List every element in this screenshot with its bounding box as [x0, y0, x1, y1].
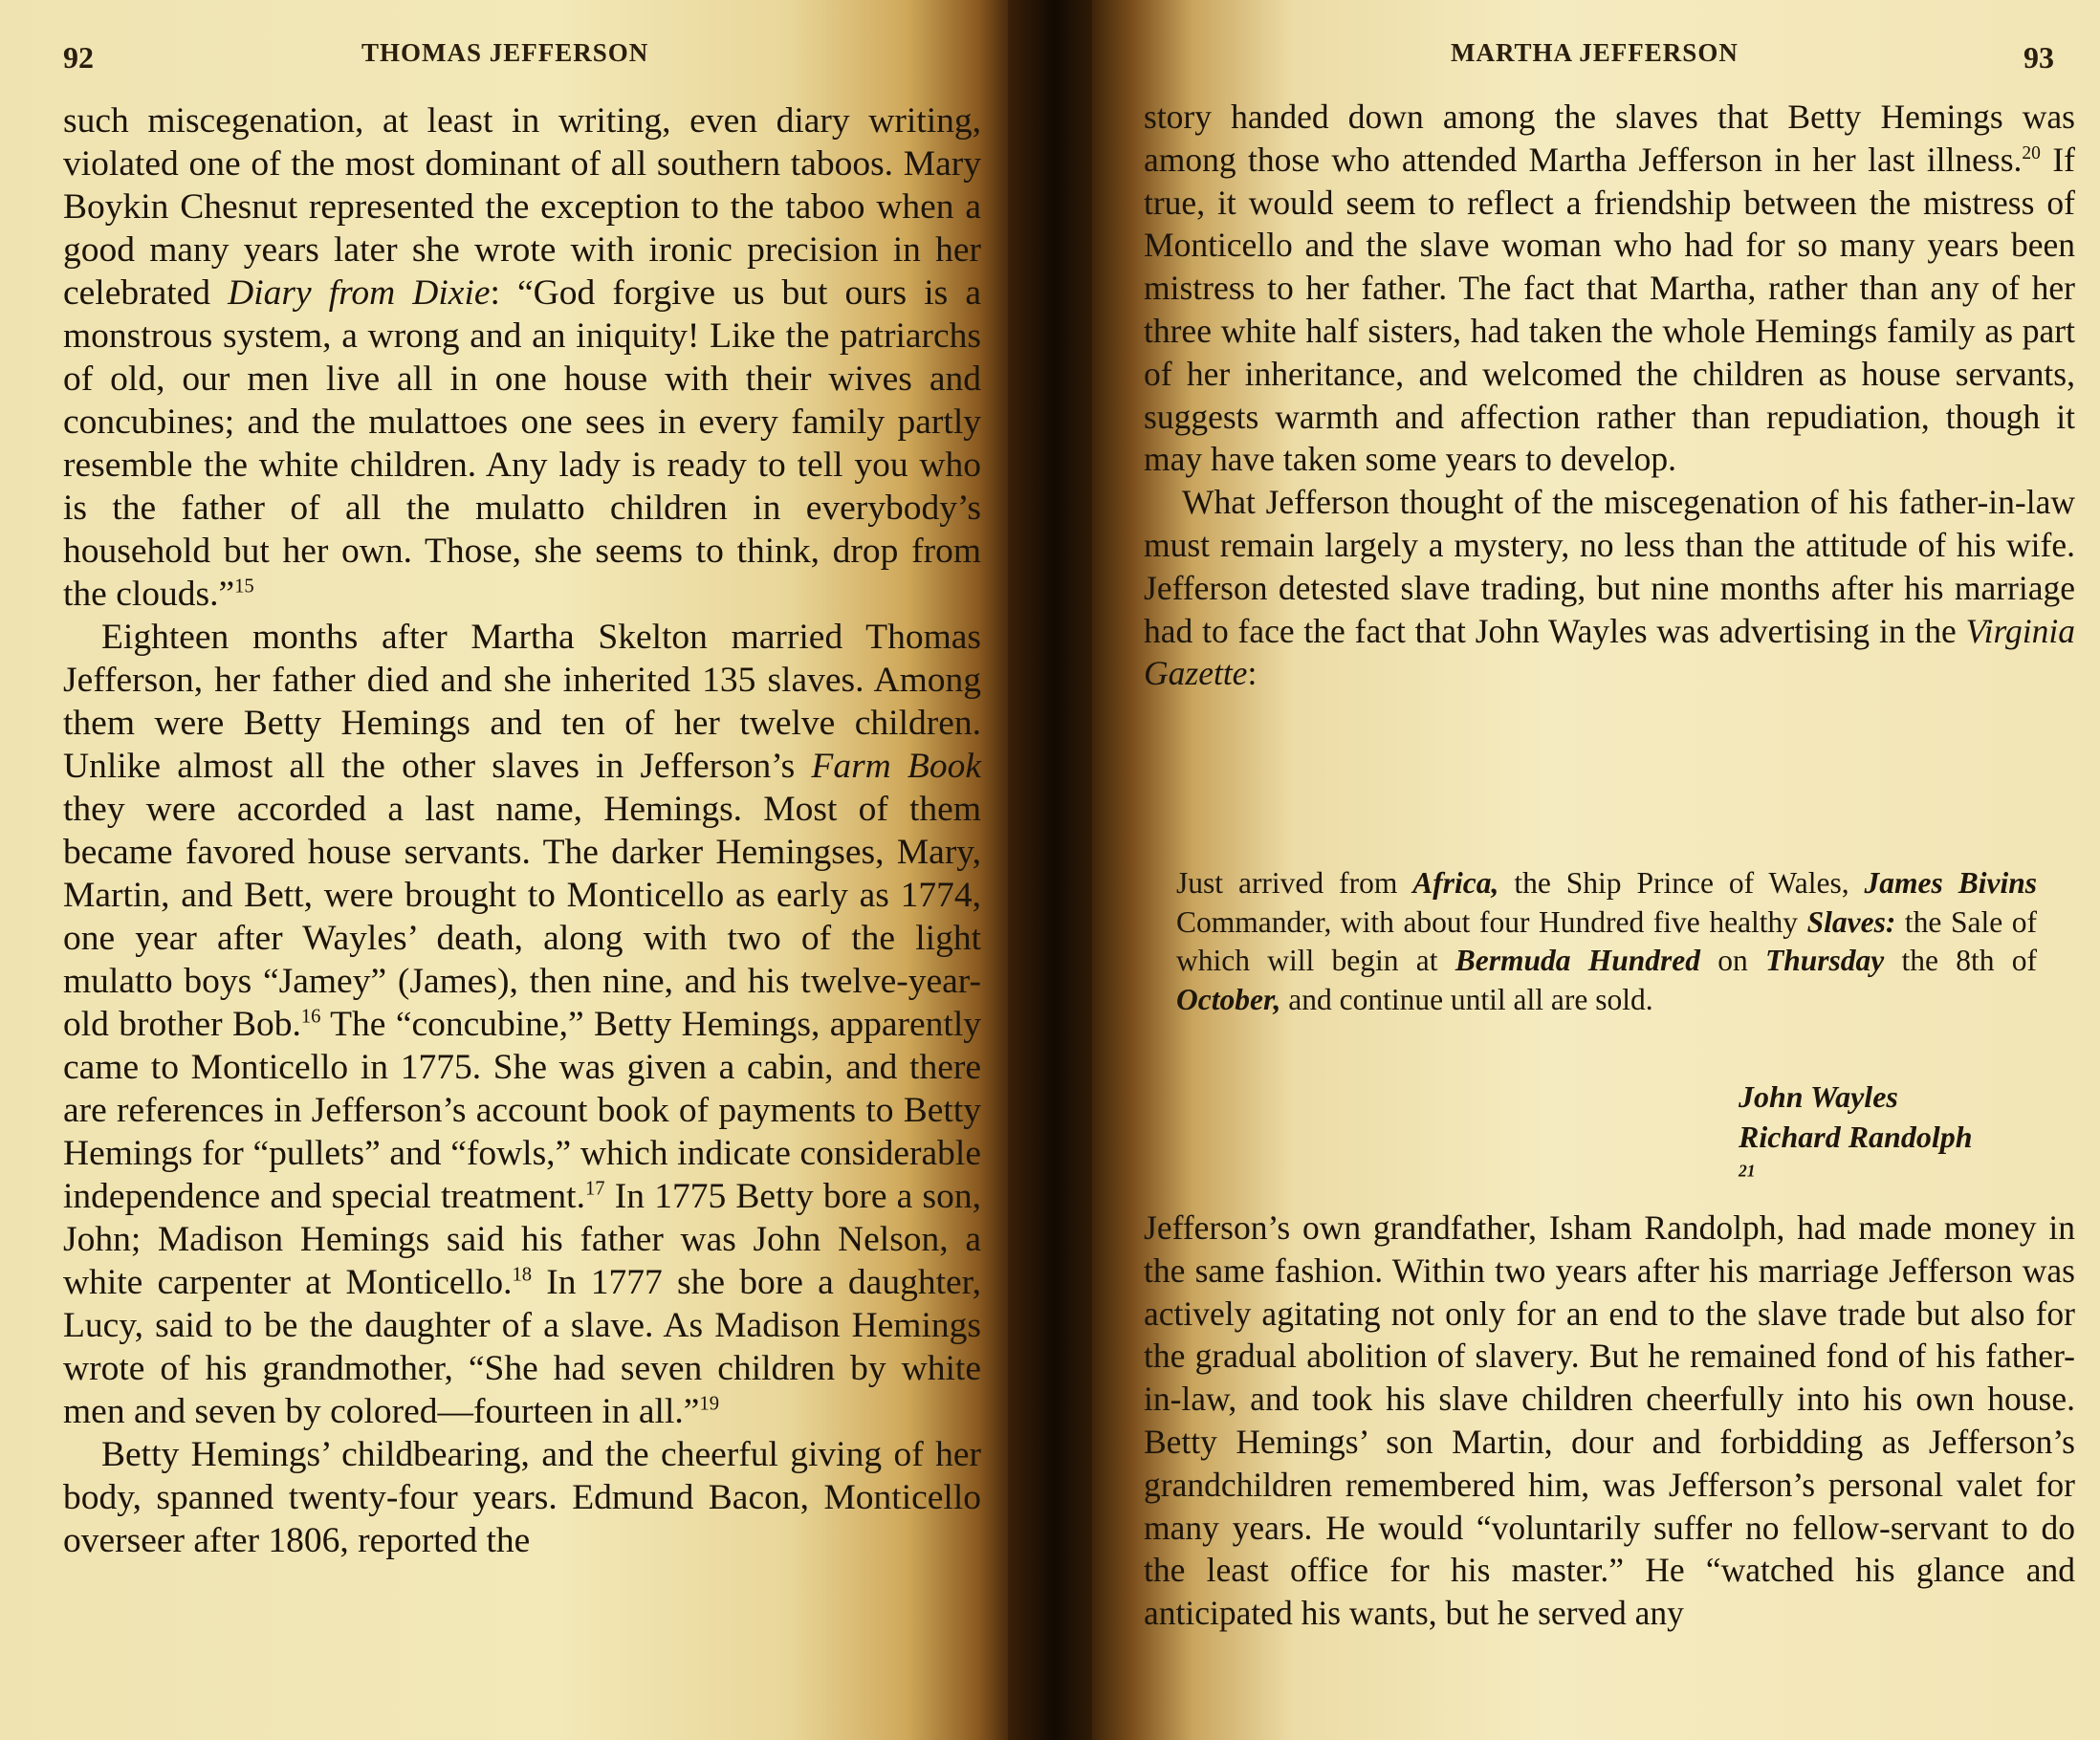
left-page [0, 0, 1008, 1740]
right-body-text-bottom [1144, 1207, 2075, 1635]
page-number: 93 [2023, 40, 2054, 75]
signature-line: John Wayles [1739, 1079, 1898, 1114]
advertisement-quote: Just arrived from Africa, the Ship Prince of Wales, James Bivins Commander, with about four Hundred five healthy Slaves: the Sale of which will begin at Bermuda Hundred on Thursday the 8th of October, and continue until all are sold. [1176, 866, 2037, 1016]
paragraph: such miscegenation, at least in writing, even diary writing, violated one of the most dominant of all southern taboos. Mary Boykin Chesnut represented the exception to the taboo when a good many years later she wrote with ironic precision in her celebrated Diary from Dixie: “God forgive us but ours is a monstrous system, a wrong and an iniquity! Like the patriarchs of old, our men live all in one house with their wives and concubines; and the mulattoes one sees in every family partly resemble the white children. Any lady is ready to tell you who is the father of all the mulatto children in everybody’s household but her own. Those, she seems to think, drop from the clouds.”$^{15}$ [63, 101, 981, 614]
running-head: MARTHA JEFFERSON [1451, 38, 1739, 67]
paragraph: Jefferson’s own grandfather, Isham Randolph, had made money in the same fashion. Within two years after his marriage Jefferson was actively agitating not only for an end to the slave trade but also for the gradual abolition of slavery. But he remained fond of his father-in-law, and took his slave children cheerfully into his own house. Betty Hemings’ son Martin, dour and forbidding as Jefferson’s grandchildren remembered him, was Jefferson’s personal valet for many years. He would “voluntarily suffer no fellow-servant to do the least office for his master.” He “watched his glance and anticipated his wants, but he served any [1144, 1208, 2075, 1633]
paragraph: Betty Hemings’ childbearing, and the cheerful giving of her body, spanned twenty-four years. Edmund Bacon, Monticello overseer after 1806, reported the [63, 1435, 981, 1560]
footnote-ref: 20 [2022, 142, 2041, 163]
footnote-ref: 17 [584, 1178, 605, 1200]
paragraph: story handed down among the slaves that Betty Hemings was among those who attended Martha Jefferson in her last illness.$^{20}$ If true, it would seem to reflect a friendship between the mistress of Monticello and the slave woman who had for so many years been mistress to her father. The fact that Martha, rather than any of her three white half sisters, had taken the whole Hemings family as part of her inheritance, and welcomed the children as house servants, suggests warmth and affection rather than repudiation, though it may have taken some years to develop. [1144, 98, 2075, 479]
footnote-ref: 19 [699, 1393, 719, 1415]
footnote-ref: 18 [512, 1264, 533, 1286]
right-page [1092, 0, 2100, 1740]
paragraph: Eighteen months after Martha Skelton married Thomas Jefferson, her father died and she inherited 135 slaves. Among them were Betty Hemings and ten of her twelve children. Unlike almost all the other slaves in Jefferson’s Farm Book they were accorded a last name, Hemings. Most of them became favored house servants. The darker Hemingses, Mary, Martin, and Bett, were brought to Monticello as early as 1774, one year after Wayles’ death, along with two of the light mulatto boys “Jamey” (James), then nine, and his twelve-year-old brother Bob.$^{16}$ The “concubine,” Betty Hemings, apparently came to Monticello in 1775. She was given a cabin, and there are references in Jefferson’s account book of payments to Betty Hemings for “pullets” and “fowls,” which indicate considerable independence and special treatment.$^{17}$ In 1775 Betty bore a son, John; Madison Hemings said his father was John Nelson, a white carpenter at Monticello.$^{18}$ In 1777 she bore a daughter, Lucy, said to be the daughter of a slave. As Madison Hemings wrote of his grandmother, “She had seven children by white men and seven by colored—fourteen in all.”$^{19}$ [63, 618, 982, 1431]
footnote-ref: 16 [300, 1006, 321, 1028]
running-head: THOMAS JEFFERSON [361, 38, 649, 67]
right-body-text-top [1144, 96, 2075, 695]
left-body-text [63, 99, 981, 1562]
footnote-ref: 15 [234, 576, 254, 598]
book-gutter [1008, 0, 1092, 1740]
footnote-ref: 21 [1739, 1161, 1756, 1181]
paragraph: What Jefferson thought of the miscegenation of his father-in-law must remain largely a mystery, no less than the attitude of his wife. Jefferson detested slave trading, but nine months after his marriage had to face the fact that John Wayles was advertising in the Virginia Gazette: [1144, 483, 2075, 693]
page-number: 92 [63, 40, 94, 75]
quote-signature [1739, 1077, 1973, 1197]
signature-line: Richard Randolph $^{21}$ [1739, 1120, 1973, 1181]
